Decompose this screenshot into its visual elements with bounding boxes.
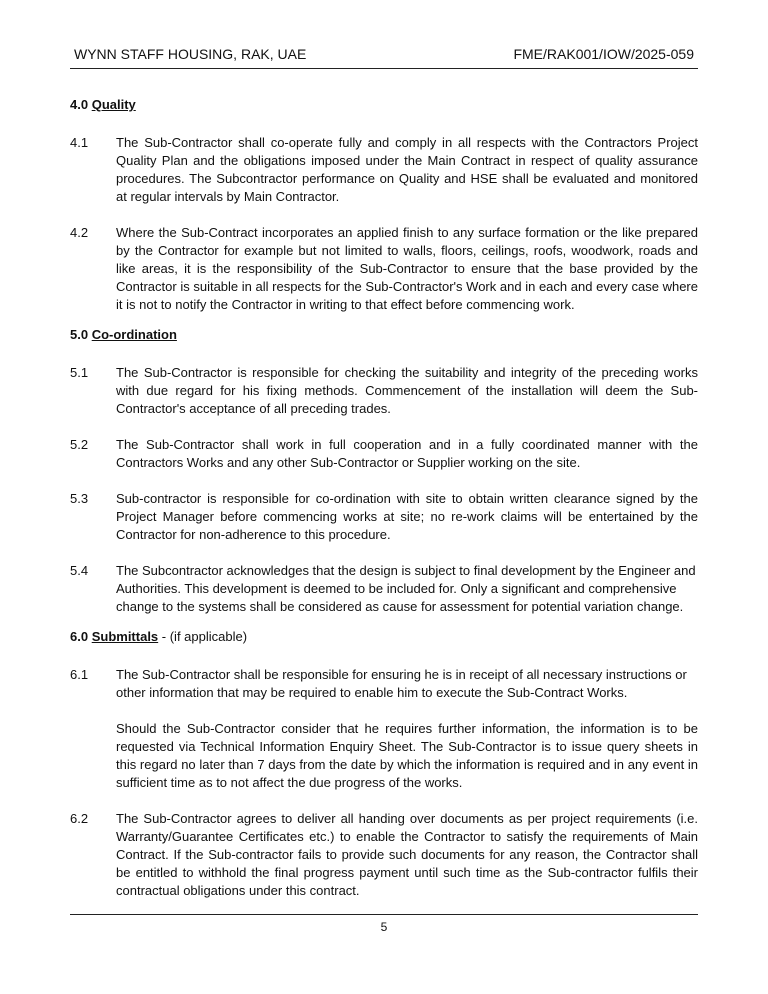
clause-4-2 [70,224,698,314]
clause-text-continued: Should the Sub-Contractor consider that he requires further information, the information is to be requested via Technical Information Enquiry Sheet. The Sub-Contractor is to issue query sheets in this regard no later than 7 days from the date by which the information is required and in any event in sufficient time as to not affect the due progress of the works. [116,721,698,790]
clause-number: 4.1 [70,135,89,150]
section-number: 5.0 [70,327,89,342]
section-number: 4.0 [70,97,89,112]
clause-number: 6.1 [70,667,89,682]
clause-number: 5.1 [70,365,89,380]
section-heading-quality [70,96,698,114]
section-note: - (if applicable) [158,629,248,644]
clause-text: Where the Sub-Contract incorporates an applied finish to any surface formation or the like prepared by the Contractor for example but not limited to walls, floors, ceilings, roofs, woodwork, roads and like areas, it is the responsibility of the Sub-Contractor to ensure that the base provided by the Contractor is suitable in all respects for the Sub-Contractor's Work and in each and every case where it is not to notify the Contractor in writing to that effect before commencing work. [116,225,698,312]
clause-number: 6.2 [70,811,89,826]
footer-divider [70,914,698,915]
clause-text: The Sub-Contractor shall work in full cooperation and in a fully coordinated manner with the Contractors Works and any other Sub-Contractor or Supplier working on the site. [116,437,698,470]
clause-5-2 [70,436,698,472]
clause-6-2 [70,810,698,900]
clause-text: Sub-contractor is responsible for co-ordination with site to obtain written clearance signed by the Project Manager before commencing works at site; no re-work claims will be entertained by the Contractor for non-adherence to this procedure. [116,491,698,542]
clause-5-1 [70,364,698,418]
clause-5-3 [70,490,698,544]
section-heading-coordination [70,326,698,344]
clause-4-1 [70,134,698,206]
section-name: Co-ordination [91,327,177,342]
section-name: Quality [91,97,136,112]
clause-text: The Sub-Contractor agrees to deliver all handing over documents as per project requirements (i.e. Warranty/Guarantee Certificates etc.) to enable the Contractor to satisfy the requirements of Main Contract. If the Sub-contractor fails to provide such documents for any reason, the Contractor shall be entitled to withhold the final progress payment until such time as the Sub-contractor fulfils their contractual obligations under this contract. [116,811,698,898]
document-body [70,96,698,900]
clause-6-1 [70,666,698,792]
page-header [70,44,698,69]
section-heading-submittals [70,628,698,646]
clause-text: The Sub-Contractor is responsible for checking the suitability and integrity of the preceding works with due regard for his fixing methods. Commencement of the installation will deem the Sub-Contractor's acceptance of all preceding trades. [116,365,698,416]
clause-number: 5.2 [70,437,89,452]
clause-number: 4.2 [70,225,89,240]
clause-number: 5.3 [70,491,89,506]
clause-number: 5.4 [70,563,89,578]
clause-text: The Subcontractor acknowledges that the design is subject to final development by the Engineer and Authorities. This development is deemed to be included for. Only a significant and comprehensive change to the systems shall be considered as cause for assessment for potential variation change. [116,563,696,614]
clause-text: The Sub-Contractor shall co-operate fully and comply in all respects with the Contractors Project Quality Plan and the obligations imposed under the Main Contract in respect of quality assurance procedures. The Subcontractor performance on Quality and HSE shall be evaluated and monitored at regular intervals by Main Contractor. [116,135,698,204]
header-document-ref: FME/RAK001/IOW/2025-059 [513,46,694,62]
header-project-name: WYNN STAFF HOUSING, RAK, UAE [74,46,307,62]
section-name: Submittals [91,629,159,644]
page-number: 5 [380,920,388,934]
clause-text: The Sub-Contractor shall be responsible for ensuring he is in receipt of all necessary instructions or other information that may be required to enable him to execute the Sub-Contract Works. [116,667,687,700]
clause-5-4 [70,562,698,616]
section-number: 6.0 [70,629,89,644]
